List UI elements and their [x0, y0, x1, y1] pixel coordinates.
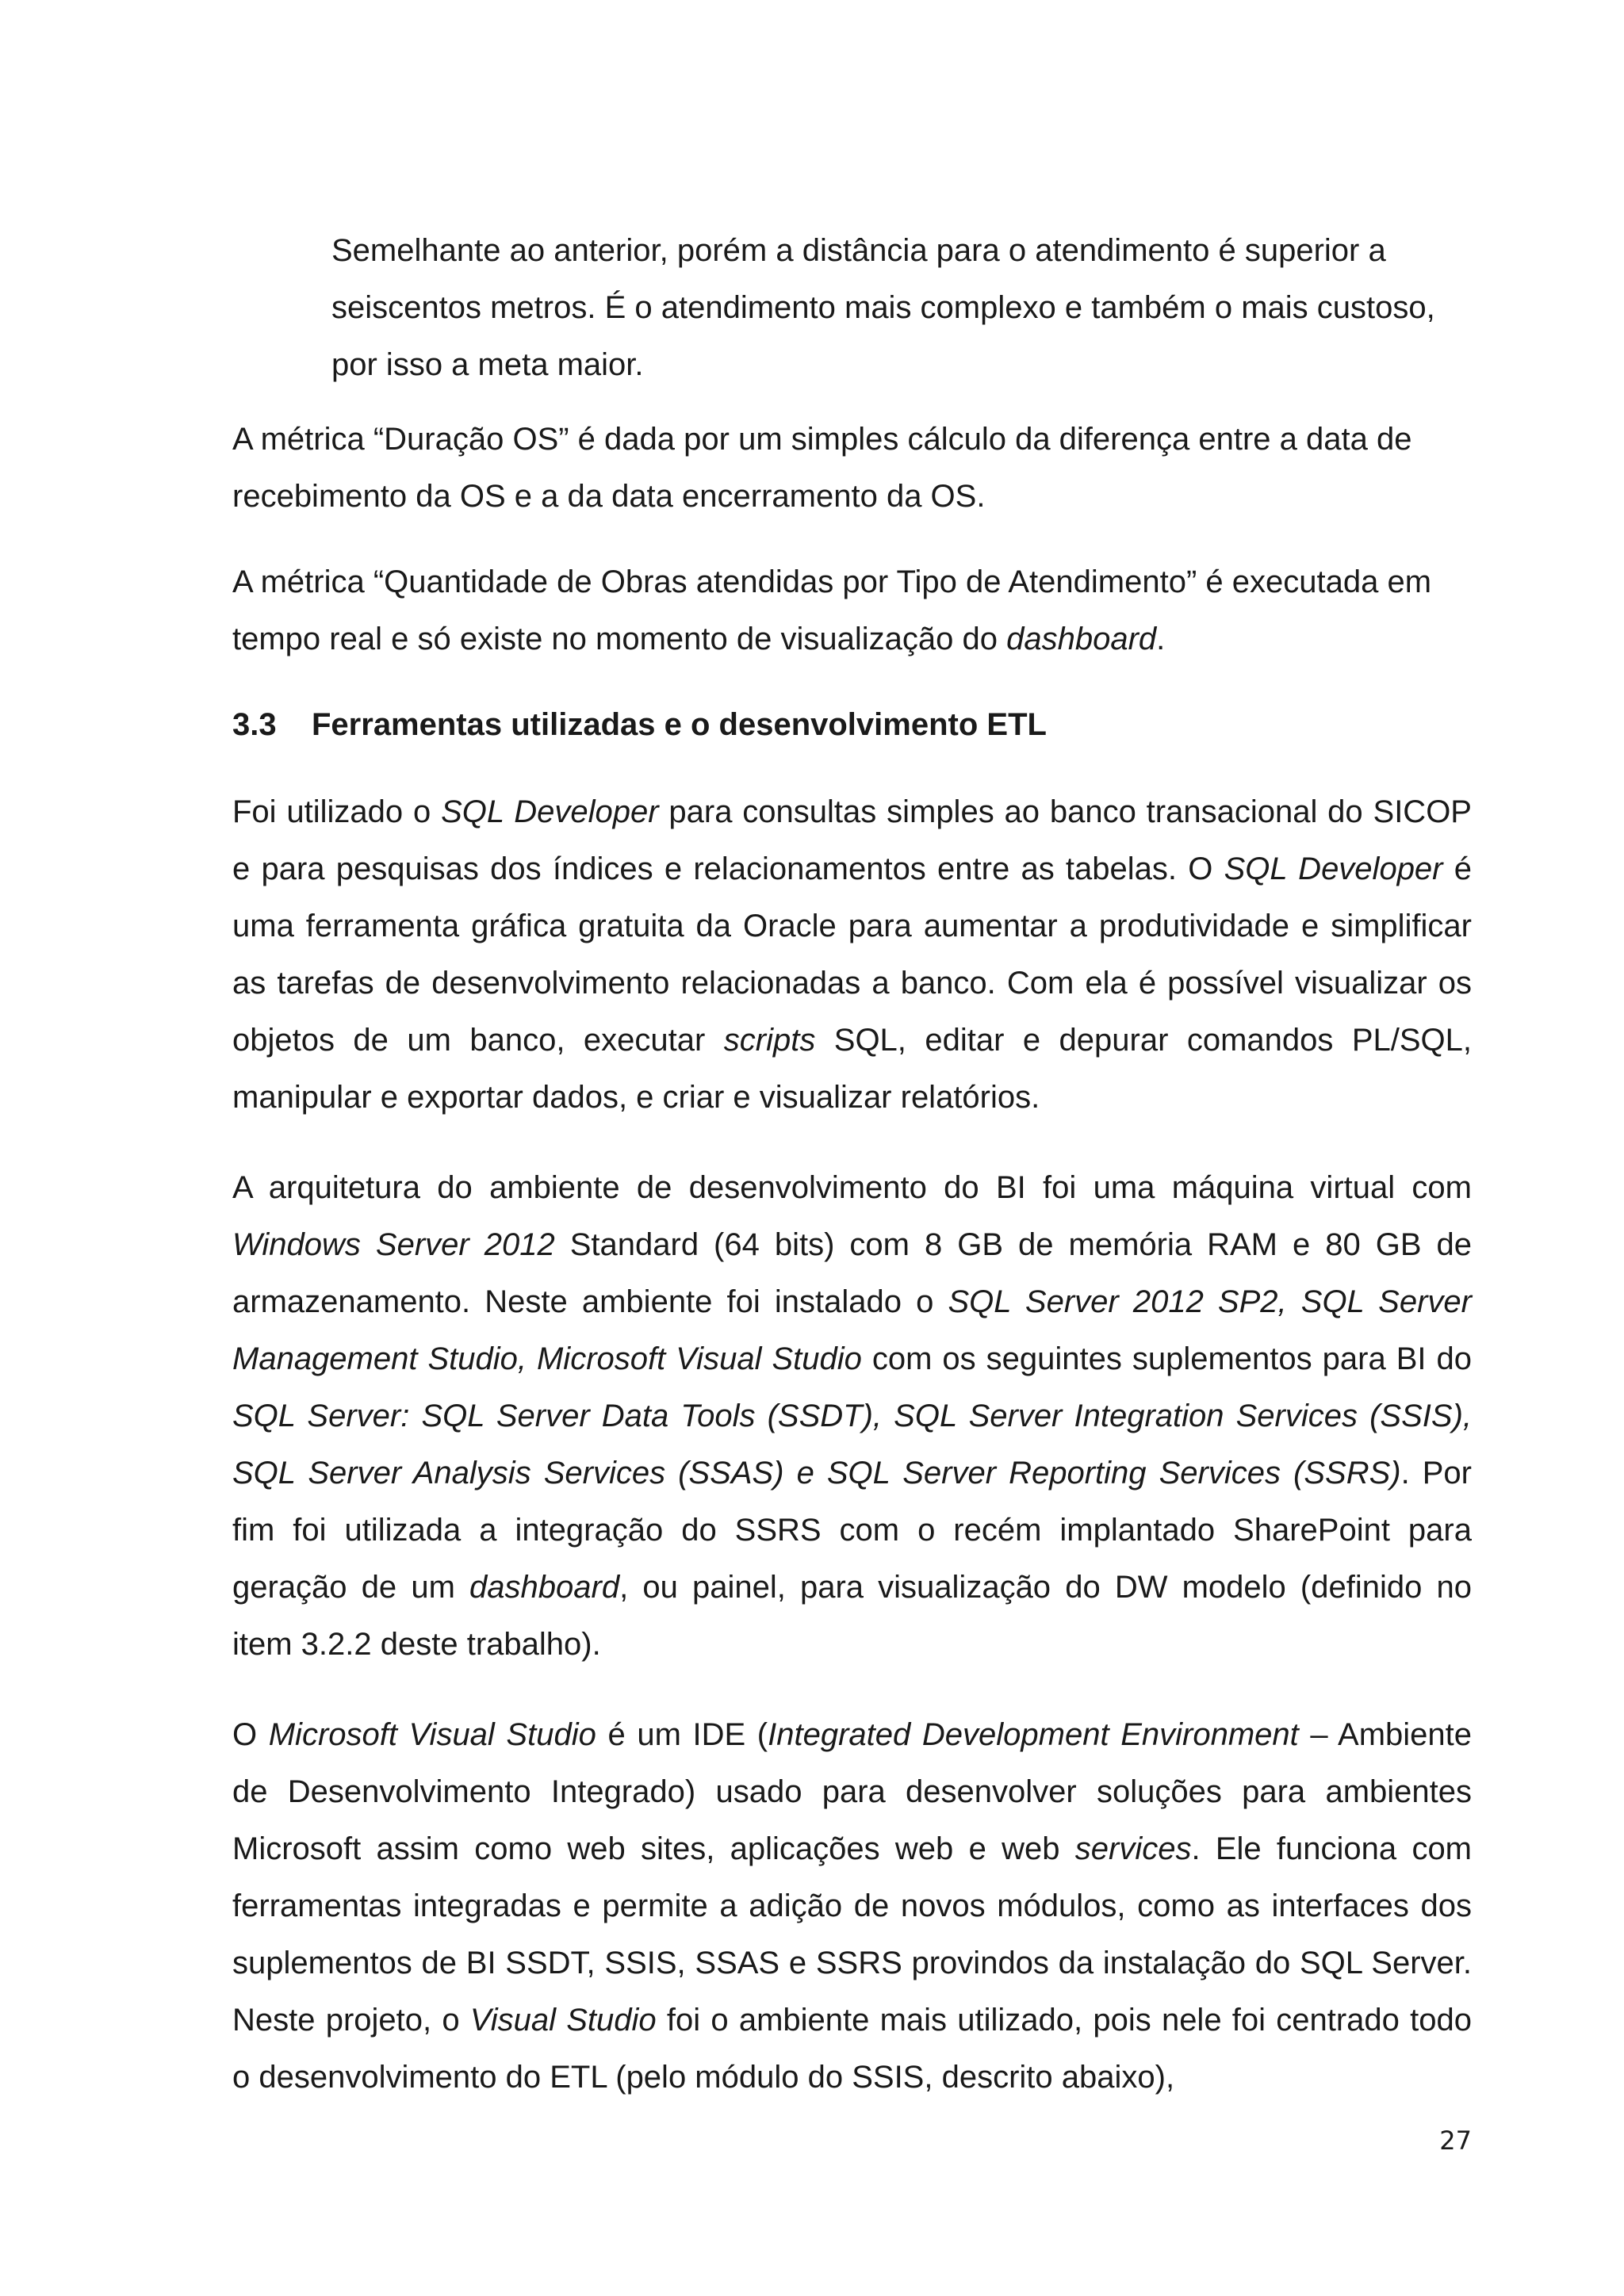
text-run: . [1156, 622, 1166, 656]
text-run: A métrica “Duração OS” é dada por um simples cálculo da diferença entre a data de recebimento da OS e a da data encerramento da OS. [232, 422, 1412, 514]
text-run: A arquitetura do ambiente de desenvolvimento do BI foi uma máquina virtual com [232, 1170, 1472, 1205]
text-run: Standard (64 bits) com 8 GB de memória RAM e 80 GB de armazenamento. Neste ambiente foi instalado o [232, 1227, 1473, 1319]
text-run: . Por fim foi utilizada a integração do SSRS com o recém implantado SharePoint para geração de um [232, 1456, 1473, 1605]
page-number: 27 [1439, 2126, 1472, 2156]
text-run: A métrica “Quantidade de Obras atendidas por Tipo de Atendimento” é executada em tempo real e só existe no momento de visualização do [232, 564, 1432, 656]
italic-run: Visual Studio [469, 2003, 657, 2038]
indented-paragraph [331, 222, 1472, 393]
text-run: foi o ambiente mais utilizado, pois nele foi centrado todo o desenvolvimento do ETL (pelo módulo do SSIS, descrito abaixo), [232, 2003, 1472, 2095]
italic-run: SQL Developer [1224, 851, 1443, 886]
text-run: , ou painel, para visualização do DW modelo (definido no item 3.2.2 deste trabalho). [232, 1570, 1472, 1662]
text-run: . Ele funciona com ferramentas integradas e permite a adição de novos módulos, como as interfaces dos suplementos de BI SSDT, SSIS, SSAS e SSRS provindos da instalação do SQL Server. Neste projeto, o [232, 1831, 1473, 2038]
italic-run: scripts [723, 1023, 816, 1058]
page-content [232, 222, 1472, 2139]
italic-run: Microsoft Visual Studio [268, 1717, 596, 1752]
italic-run: services [1074, 1831, 1192, 1866]
text-run: O [232, 1717, 269, 1752]
section-heading [232, 696, 1472, 753]
italic-run: Integrated Development Environment [768, 1717, 1299, 1752]
section-title: Ferramentas utilizadas e o desenvolvimento ETL [312, 707, 1047, 742]
text-run: – Ambiente de Desenvolvimento Integrado) usado para desenvolver soluções para ambientes Microsoft assim como web sites, aplicações web e web [232, 1717, 1473, 1866]
italic-run: dashboard [1006, 622, 1157, 656]
text-run: para consultas simples ao banco transacional do SICOP e para pesquisas dos índices e relacionamentos entre as tabelas. O [232, 794, 1472, 886]
paragraph-arquitetura [232, 1159, 1472, 1673]
text-run: Semelhante ao anterior, porém a distância para o atendimento é superior a seiscentos metros. É o atendimento mais complexo e também o mais custoso, por isso a meta maior. [331, 233, 1435, 382]
italic-run: SQL Developer [441, 794, 659, 829]
paragraph-sql-developer [232, 783, 1472, 1126]
text-run: Foi utilizado o [232, 794, 442, 829]
section-number: 3.3 [232, 707, 277, 742]
text-run: com os seguintes suplementos para BI do [861, 1341, 1472, 1376]
italic-run: SQL Server 2012 SP2, SQL Server Management Studio, Microsoft Visual Studio [232, 1284, 1472, 1376]
italic-run: Windows Server 2012 [232, 1227, 555, 1262]
text-run: é uma ferramenta gráfica gratuita da Oracle para aumentar a produtividade e simplificar as tarefas de desenvolvimento relacionadas a banco. Com ela é possível visualizar os objetos de um banco, executar [232, 851, 1472, 1058]
text-run: é um IDE ( [596, 1717, 768, 1752]
paragraph-duracao-os [232, 411, 1472, 525]
text-run: SQL, editar e depurar comandos PL/SQL, manipular e exportar dados, e criar e visualizar relatórios. [232, 1023, 1473, 1115]
paragraph-visual-studio [232, 1706, 1472, 2106]
italic-run: dashboard [469, 1570, 620, 1605]
italic-run: SQL Server: SQL Server Data Tools (SSDT), SQL Server Integration Services (SSIS), SQL Server Analysis Services (SSAS) e SQL Server Reporting Services (SSRS) [232, 1399, 1472, 1490]
paragraph-quantidade-obras [232, 553, 1472, 668]
